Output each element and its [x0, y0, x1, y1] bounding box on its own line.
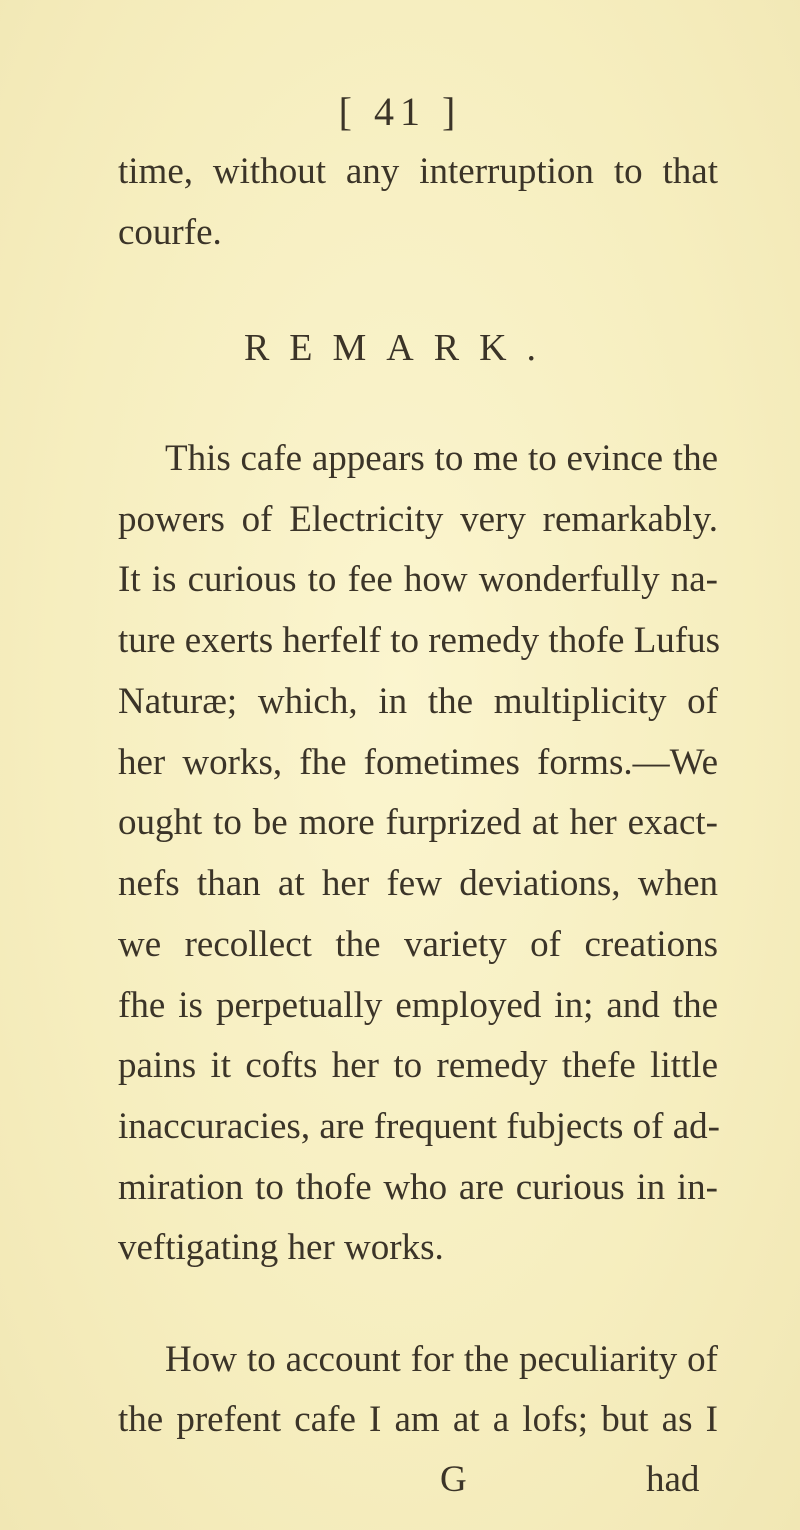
paragraph-line: fhe is perpetually employed in; and the [118, 985, 718, 1026]
paragraph-line: ture exerts herfelf to remedy thofe Lufus [118, 620, 721, 661]
catchword: had [646, 1459, 700, 1500]
paragraph-line: pains it cofts her to remedy thefe little [118, 1045, 718, 1086]
page-number: [ 41 ] [338, 89, 462, 134]
section-heading: REMARK. [243, 327, 557, 369]
paragraph-line: Naturæ; which, in the multiplicity of [118, 681, 718, 722]
paragraph-line: inaccuracies, are frequent fubjects of ad- [118, 1106, 720, 1147]
paragraph-line: miration to thofe who are curious in in- [118, 1167, 718, 1208]
paragraph-line: we recollect the variety of creations [118, 924, 718, 965]
paragraph-line: powers of Electricity very remarkably. [118, 499, 718, 540]
signature-mark: G [440, 1459, 467, 1500]
paragraph-line: This cafe appears to me to evince the [165, 438, 718, 479]
paragraph-line: ought to be more furprized at her exact- [118, 802, 718, 843]
paragraph-last-line: veftigating her works. [118, 1227, 444, 1268]
paragraph-line: It is curious to fee how wonderfully na- [118, 559, 718, 600]
paragraph-line: How to account for the peculiarity of [165, 1339, 718, 1380]
opening-line-2: courfe. [118, 212, 222, 253]
opening-line-1: time, without any interruption to that [118, 151, 718, 192]
paragraph-line: nefs than at her few deviations, when [118, 863, 718, 904]
paragraph-line: her works, fhe fometimes forms.—We [118, 742, 718, 783]
paragraph-line: the prefent cafe I am at a lofs; but as I [118, 1399, 718, 1440]
